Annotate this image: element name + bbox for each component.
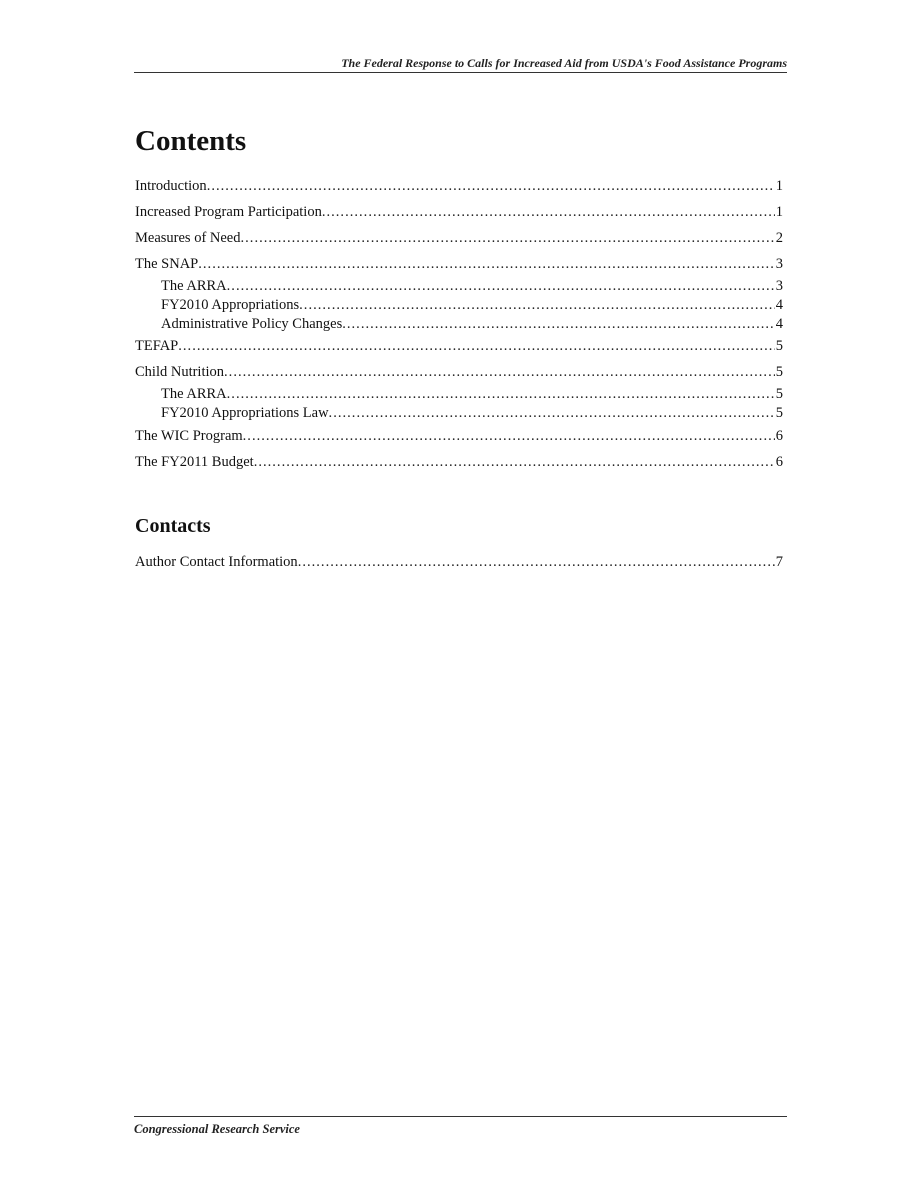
dot-leader bbox=[322, 203, 775, 221]
running-header bbox=[134, 55, 787, 73]
dot-leader bbox=[198, 255, 775, 273]
toc-entry-title: Introduction bbox=[135, 178, 207, 194]
toc-entry-page: 3 bbox=[775, 278, 783, 294]
contacts-heading: Contacts bbox=[135, 515, 211, 537]
toc-entry-fy2010-appropriations-law[interactable] bbox=[161, 404, 783, 422]
toc-entry-page: 1 bbox=[775, 204, 783, 220]
toc-entry-title: The ARRA bbox=[161, 386, 227, 402]
toc-entry-measures-of-need[interactable] bbox=[135, 229, 783, 247]
toc-entry-title: Author Contact Information bbox=[135, 554, 298, 570]
toc-entry-introduction[interactable] bbox=[135, 177, 783, 195]
toc-entry-the-snap[interactable] bbox=[135, 255, 783, 273]
dot-leader bbox=[241, 229, 775, 247]
toc-entry-author-contact-information[interactable] bbox=[135, 553, 783, 571]
dot-leader bbox=[254, 453, 775, 471]
toc-entry-title: The SNAP bbox=[135, 256, 199, 272]
toc-entry-page: 2 bbox=[775, 230, 783, 246]
toc-entry-page: 1 bbox=[775, 178, 783, 194]
toc-entry-title: The FY2011 Budget bbox=[135, 454, 254, 470]
toc-entry-the-fy2011-budget[interactable] bbox=[135, 453, 783, 471]
contents-heading: Contents bbox=[135, 125, 247, 157]
toc-entry-snap-fy2010-appropriations[interactable] bbox=[161, 296, 783, 314]
toc-entry-administrative-policy-changes[interactable] bbox=[161, 315, 783, 333]
dot-leader bbox=[178, 337, 775, 355]
toc-entry-child-nutrition[interactable] bbox=[135, 363, 783, 381]
toc-entry-page: 4 bbox=[775, 297, 783, 313]
toc-entry-title: The ARRA bbox=[161, 278, 227, 294]
toc-entry-increased-program-participation[interactable] bbox=[135, 203, 783, 221]
toc-entry-title: FY2010 Appropriations bbox=[161, 297, 300, 313]
toc-entry-title: The WIC Program bbox=[135, 428, 243, 444]
dot-leader bbox=[298, 553, 775, 571]
toc-entry-title: FY2010 Appropriations Law bbox=[161, 405, 329, 421]
toc-entry-title: TEFAP bbox=[135, 338, 179, 354]
running-header-title: The Federal Response to Calls for Increased Aid from USDA's Food Assistance Programs bbox=[341, 56, 787, 70]
toc-entry-snap-the-arra[interactable] bbox=[161, 277, 783, 295]
toc-entry-child-nutrition-the-arra[interactable] bbox=[161, 385, 783, 403]
toc-entry-title: Administrative Policy Changes bbox=[161, 316, 343, 332]
toc-entry-page: 3 bbox=[775, 256, 783, 272]
toc-entry-page: 7 bbox=[775, 554, 783, 570]
toc-entry-title: Increased Program Participation bbox=[135, 204, 322, 220]
dot-leader bbox=[342, 315, 775, 333]
dot-leader bbox=[243, 427, 775, 445]
dot-leader bbox=[299, 296, 775, 314]
dot-leader bbox=[227, 385, 775, 403]
dot-leader bbox=[227, 277, 775, 295]
toc-entry-title: Child Nutrition bbox=[135, 364, 225, 380]
dot-leader bbox=[224, 363, 775, 381]
dot-leader bbox=[329, 404, 775, 422]
toc-entry-tefap[interactable] bbox=[135, 337, 783, 355]
toc-entry-page: 4 bbox=[775, 316, 783, 332]
toc-entry-page: 5 bbox=[775, 405, 783, 421]
page-footer bbox=[134, 1116, 787, 1137]
toc-entry-page: 5 bbox=[775, 338, 783, 354]
toc-entry-page: 6 bbox=[775, 428, 783, 444]
toc-entry-title: Measures of Need bbox=[135, 230, 241, 246]
toc-entry-page: 6 bbox=[775, 454, 783, 470]
dot-leader bbox=[207, 177, 775, 195]
toc-entry-the-wic-program[interactable] bbox=[135, 427, 783, 445]
footer-publisher: Congressional Research Service bbox=[134, 1122, 300, 1136]
toc-entry-page: 5 bbox=[775, 364, 783, 380]
toc-entry-page: 5 bbox=[775, 386, 783, 402]
